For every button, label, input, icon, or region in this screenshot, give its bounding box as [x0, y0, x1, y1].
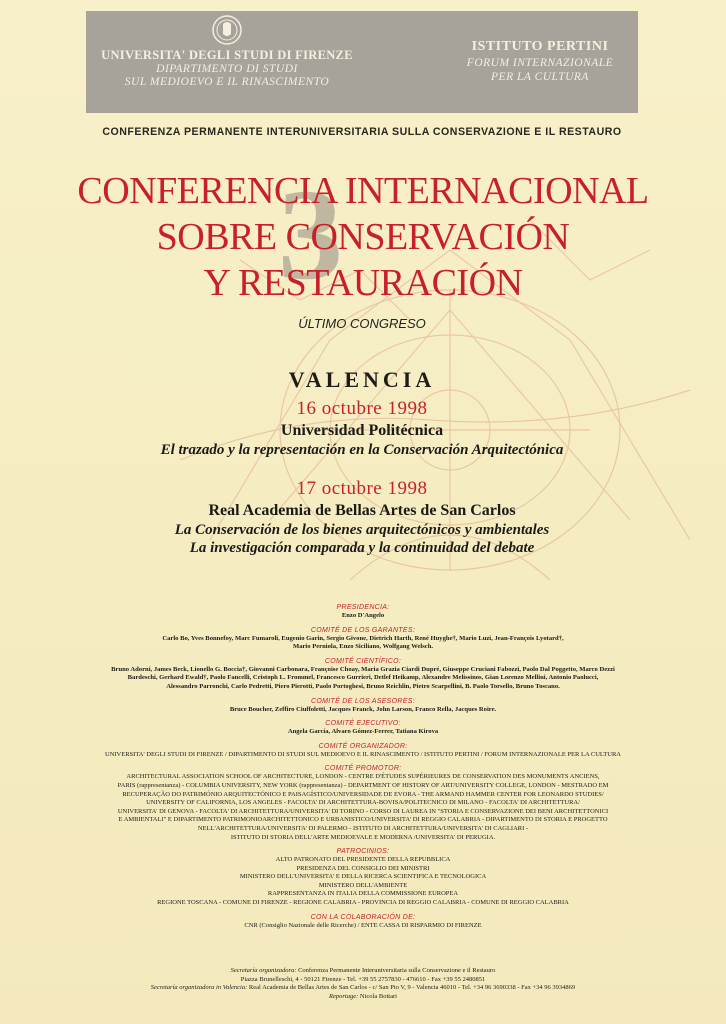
colaboracion-heading: CON LA COLABORACIÓN DE:: [310, 913, 416, 921]
committees: [70, 598, 656, 930]
asesores-line: Bruce Boucher, Zeffiro Ciuffoletti, Jacques Franck, John Larson, Franco Rella, Jacques Roire.: [229, 705, 497, 713]
reportage: [70, 993, 656, 1002]
city: VALENCIA: [288, 367, 436, 392]
day1-date: 16 octubre 1998: [296, 398, 428, 419]
presidencia-line: Enzo D'Angelo: [341, 612, 385, 619]
promotor-line: PARIS (rappresentanza) - COLUMBIA UNIVERSITY, NEW YORK (rappresentanza) - DEPARTMENT OF HISTORY OF ART/UNIVERSITY COLLEGE, LONDON - MESTRADO EM: [117, 781, 609, 789]
promotor-body: [70, 773, 656, 842]
promotor-line: UNIVERSITY OF CALIFORNIA, LOS ANGELES - FACOLTA' DI ARCHITETTURA-BOVISA/POLITECNICO DI MILANO - FACOLTA' DI ARCHITETTURA/: [146, 799, 580, 807]
institute-block: [440, 38, 640, 84]
garantes-line: Mario Perniola, Enzo Siciliano, Wolfgang Welsch.: [292, 643, 434, 651]
cientifico-line: Bruno Adorni, James Beck, Lionello G. Boccia†, Giovanni Carbonara, Françoise Choay, Maria Grazia Ciardi Dupré, Giuseppe Cruciani Fabozzi, Paolo Dal Poggetto, Marco Dezzi: [111, 665, 615, 673]
ejecutivo-heading: COMITÉ EJECUTIVO:: [325, 720, 401, 728]
reportage-label: Reportage:: [329, 992, 359, 1000]
ejecutivo-line: Angela García, Alvaro Gómez-Ferrer, Tatiana Kirova: [287, 728, 439, 736]
colaboracion-body: [70, 922, 656, 931]
title-line1: CONFERENCIA INTERNACIONAL: [77, 170, 649, 212]
promotor-line: RECUPERAÇÃO DO PATRIMÓNIO ARQUITECTÓNICO E PAISAGÍSTICO/UNIVERSIDADE DE EVORA - THE ARMAND HAMMER CENTER FOR LEONARDO STUDIES/: [122, 790, 604, 798]
conference-banner: CONFERENZA PERMANENTE INTERUNIVERSITARIA SULLA CONSERVAZIONE E IL RESTAURO: [102, 126, 622, 138]
title-line3: Y RESTAURACIÓN: [203, 262, 523, 304]
patrocinios-line: MINISTERO DELL'UNIVERSITA' E DELLA RICERCA SCIENTIFICA E TECNOLOGICA: [239, 873, 487, 881]
patrocinios-line: ALTO PATRONATO DEL PRESIDENTE DELLA REPUBBLICA: [275, 856, 451, 864]
cientifico-heading: COMITÉ CIENTÍFICO:: [324, 657, 402, 665]
main-title: [60, 163, 666, 307]
secretaria-val-label: Secretaría organizadora in Valencia:: [150, 984, 248, 991]
cientifico-line: Bardeschi, Gerhard Ewald†, Paolo Fancelli, Cristoph L. Frommel, Francesco Gurrieri, Detlef Heikamp, Alexandre Melissinos, Gian Lorenzo Mellini, Antonio Paolucci,: [127, 674, 599, 682]
university-dept-line1: DIPARTIMENTO DI STUDI: [156, 63, 298, 75]
day1-place: Universidad Politécnica: [280, 422, 444, 439]
university-seal-icon: [211, 14, 243, 46]
patrocinios-body: [70, 856, 656, 908]
secretaria-org-text: Conferenza Permanente Interuniversitaria sulla Conservazione e il Restauro: [298, 967, 496, 974]
day2-theme-line2: La investigación comparada y la continuidad del debate: [189, 540, 535, 556]
presidencia-heading: PRESIDENCIA:: [336, 604, 390, 611]
garantes-line: Carlo Bo, Yves Bonnefoy, Marc Fumaroli, Eugenio Garin, Sergio Givone, Dietrich Harth, René Huyghe†, Mario Luzi, Jean-François Lyotard†,: [162, 634, 564, 642]
institute-name: ISTITUTO PERTINI: [471, 39, 609, 54]
edition-number: 3: [278, 163, 343, 307]
cientifico-body: [70, 666, 656, 692]
patrocinios-line: PRESIDENZA DEL CONSIGLIO DEI MINISTRI: [296, 864, 430, 872]
organizador-line: UNIVERSITA' DEGLI STUDI DI FIRENZE / DIPARTIMENTO DI STUDI SUL MEDIOEVO E IL RINASCIMENTO / ISTITUTO PERTINI / FORUM INTERNAZIONALE PER LA CULTURA: [105, 750, 621, 758]
garantes-heading: COMITÉ DE LOS GARANTES:: [310, 626, 416, 634]
patrocinios-line: RAPPRESENTANZA IN ITALIA DELLA COMMISSIONE EUROPEA: [267, 890, 459, 898]
day2-theme-line1: La Conservación de los bienes arquitectónicos y ambientales: [174, 522, 550, 538]
colaboracion-line: CNR (Consiglio Nazionale delle Ricerche) / ENTE CASSA DI RISPARMIO DI FIRENZE: [244, 921, 482, 929]
institute-sub-line1: FORUM INTERNAZIONALE: [466, 57, 614, 69]
patrocinios-line: REGIONE TOSCANA - COMUNE DI FIRENZE - REGIONE CALABRIA - PROVINCIA DI REGGIO CALABRIA - COMUNE DI REGGIO CALABRIA: [157, 899, 569, 907]
cientifico-line: Alessandro Parronchi, Carlo Pedretti, Piero Pierotti, Paolo Portoghesi, Bruno Reichlin, Pietro Scarpellini, B. Paolo Torsello, Bruno Toscano.: [166, 682, 560, 690]
promotor-line: ARCHITECTURAL ASSOCIATION SCHOOL OF ARCHITECTURE, LONDON - CENTRE D'ÉTUDES SUPÉRIEURES DE CONSERVATION DES MONUMENTS ANCIENS,: [126, 773, 600, 781]
patrocinios-heading: PATROCINIOS:: [336, 848, 390, 856]
day2-date: 17 octubre 1998: [296, 478, 428, 499]
title-line2: SOBRE CONSERVACIÓN: [156, 216, 570, 258]
secretaria-org-label: Secretaría organizadora:: [230, 967, 297, 974]
institute-sub-line2: PER LA CULTURA: [491, 71, 589, 83]
organizador-heading: COMITÉ ORGANIZADOR:: [318, 742, 408, 750]
day2-place: Real Academia de Bellas Artes de San Carlos: [208, 502, 516, 519]
asesores-body: [70, 706, 656, 715]
ejecutivo-body: [70, 728, 656, 737]
subtitle: ÚLTIMO CONGRESO: [298, 316, 426, 331]
secretaria-org: [70, 967, 656, 976]
university-dept-line2: SUL MEDIOEVO E IL RINASCIMENTO: [124, 76, 330, 88]
secretaria: [70, 967, 656, 1001]
promotor-line: ISTITUTO DI STORIA DELL'ARTE MEDIOEVALE E MODERNA /UNIVERSITA' DI PERUGIA.: [230, 833, 496, 841]
asesores-heading: COMITÉ DE LOS ASESORES:: [311, 697, 415, 705]
university-block: [86, 14, 368, 89]
secretaria-valencia: [70, 984, 656, 993]
day1-theme: El trazado y la representación en la Conservación Arquitectónica: [160, 442, 564, 458]
patrocinios-line: MINISTERO DELL'AMBIENTE: [318, 881, 408, 889]
organizador-body: [70, 751, 656, 760]
day2-theme: [86, 521, 638, 557]
secretaria-val-text: Real Academia de Bellas Artes de San Carlos - c/ San Pio V, 9 - Valencia 46010 - Tel. +34 96 3690338 - Fax +34 96 3934869: [248, 984, 576, 991]
garantes-body: [70, 635, 656, 652]
reportage-text: Nicola Bottari: [359, 992, 397, 1000]
promotor-heading: COMITÉ PROMOTOR:: [324, 765, 402, 773]
secretaria-org-address: Piazza Brunelleschi, 4 - 50121 Firenze - Tel. +39 55 2757830 - 476610 - Fax +39 55 2480851: [240, 975, 486, 983]
university-name: UNIVERSITA' DEGLI STUDI DI FIRENZE: [101, 48, 353, 62]
promotor-line: NELL'ARCHITETTURA/UNIVERSITA' DI PALERMO - ISTITUTO DI ARCHITETTURA/UNIVERSITA' DI CAGLIARI -: [197, 824, 529, 832]
presidencia-body: [70, 612, 656, 621]
promotor-line: UNIVERSITA' DI GENOVA - FACOLTA' DI ARCHITETTURA/UNIVERSITA' DI TORINO - CORSO DI LAUREA IN "STORIA E CONSERVAZIONE DEI BENI ARCHITETTONICI: [117, 807, 609, 815]
promotor-line: E AMBIENTALI" E DIPARTIMENTO PATRIMONIOARCHITETTONICO E URBANISTICO/UNIVERSITA' DI REGGIO CALABRIA - DIPARTIMENTO DI STORIA E PROGETTO: [118, 816, 608, 824]
